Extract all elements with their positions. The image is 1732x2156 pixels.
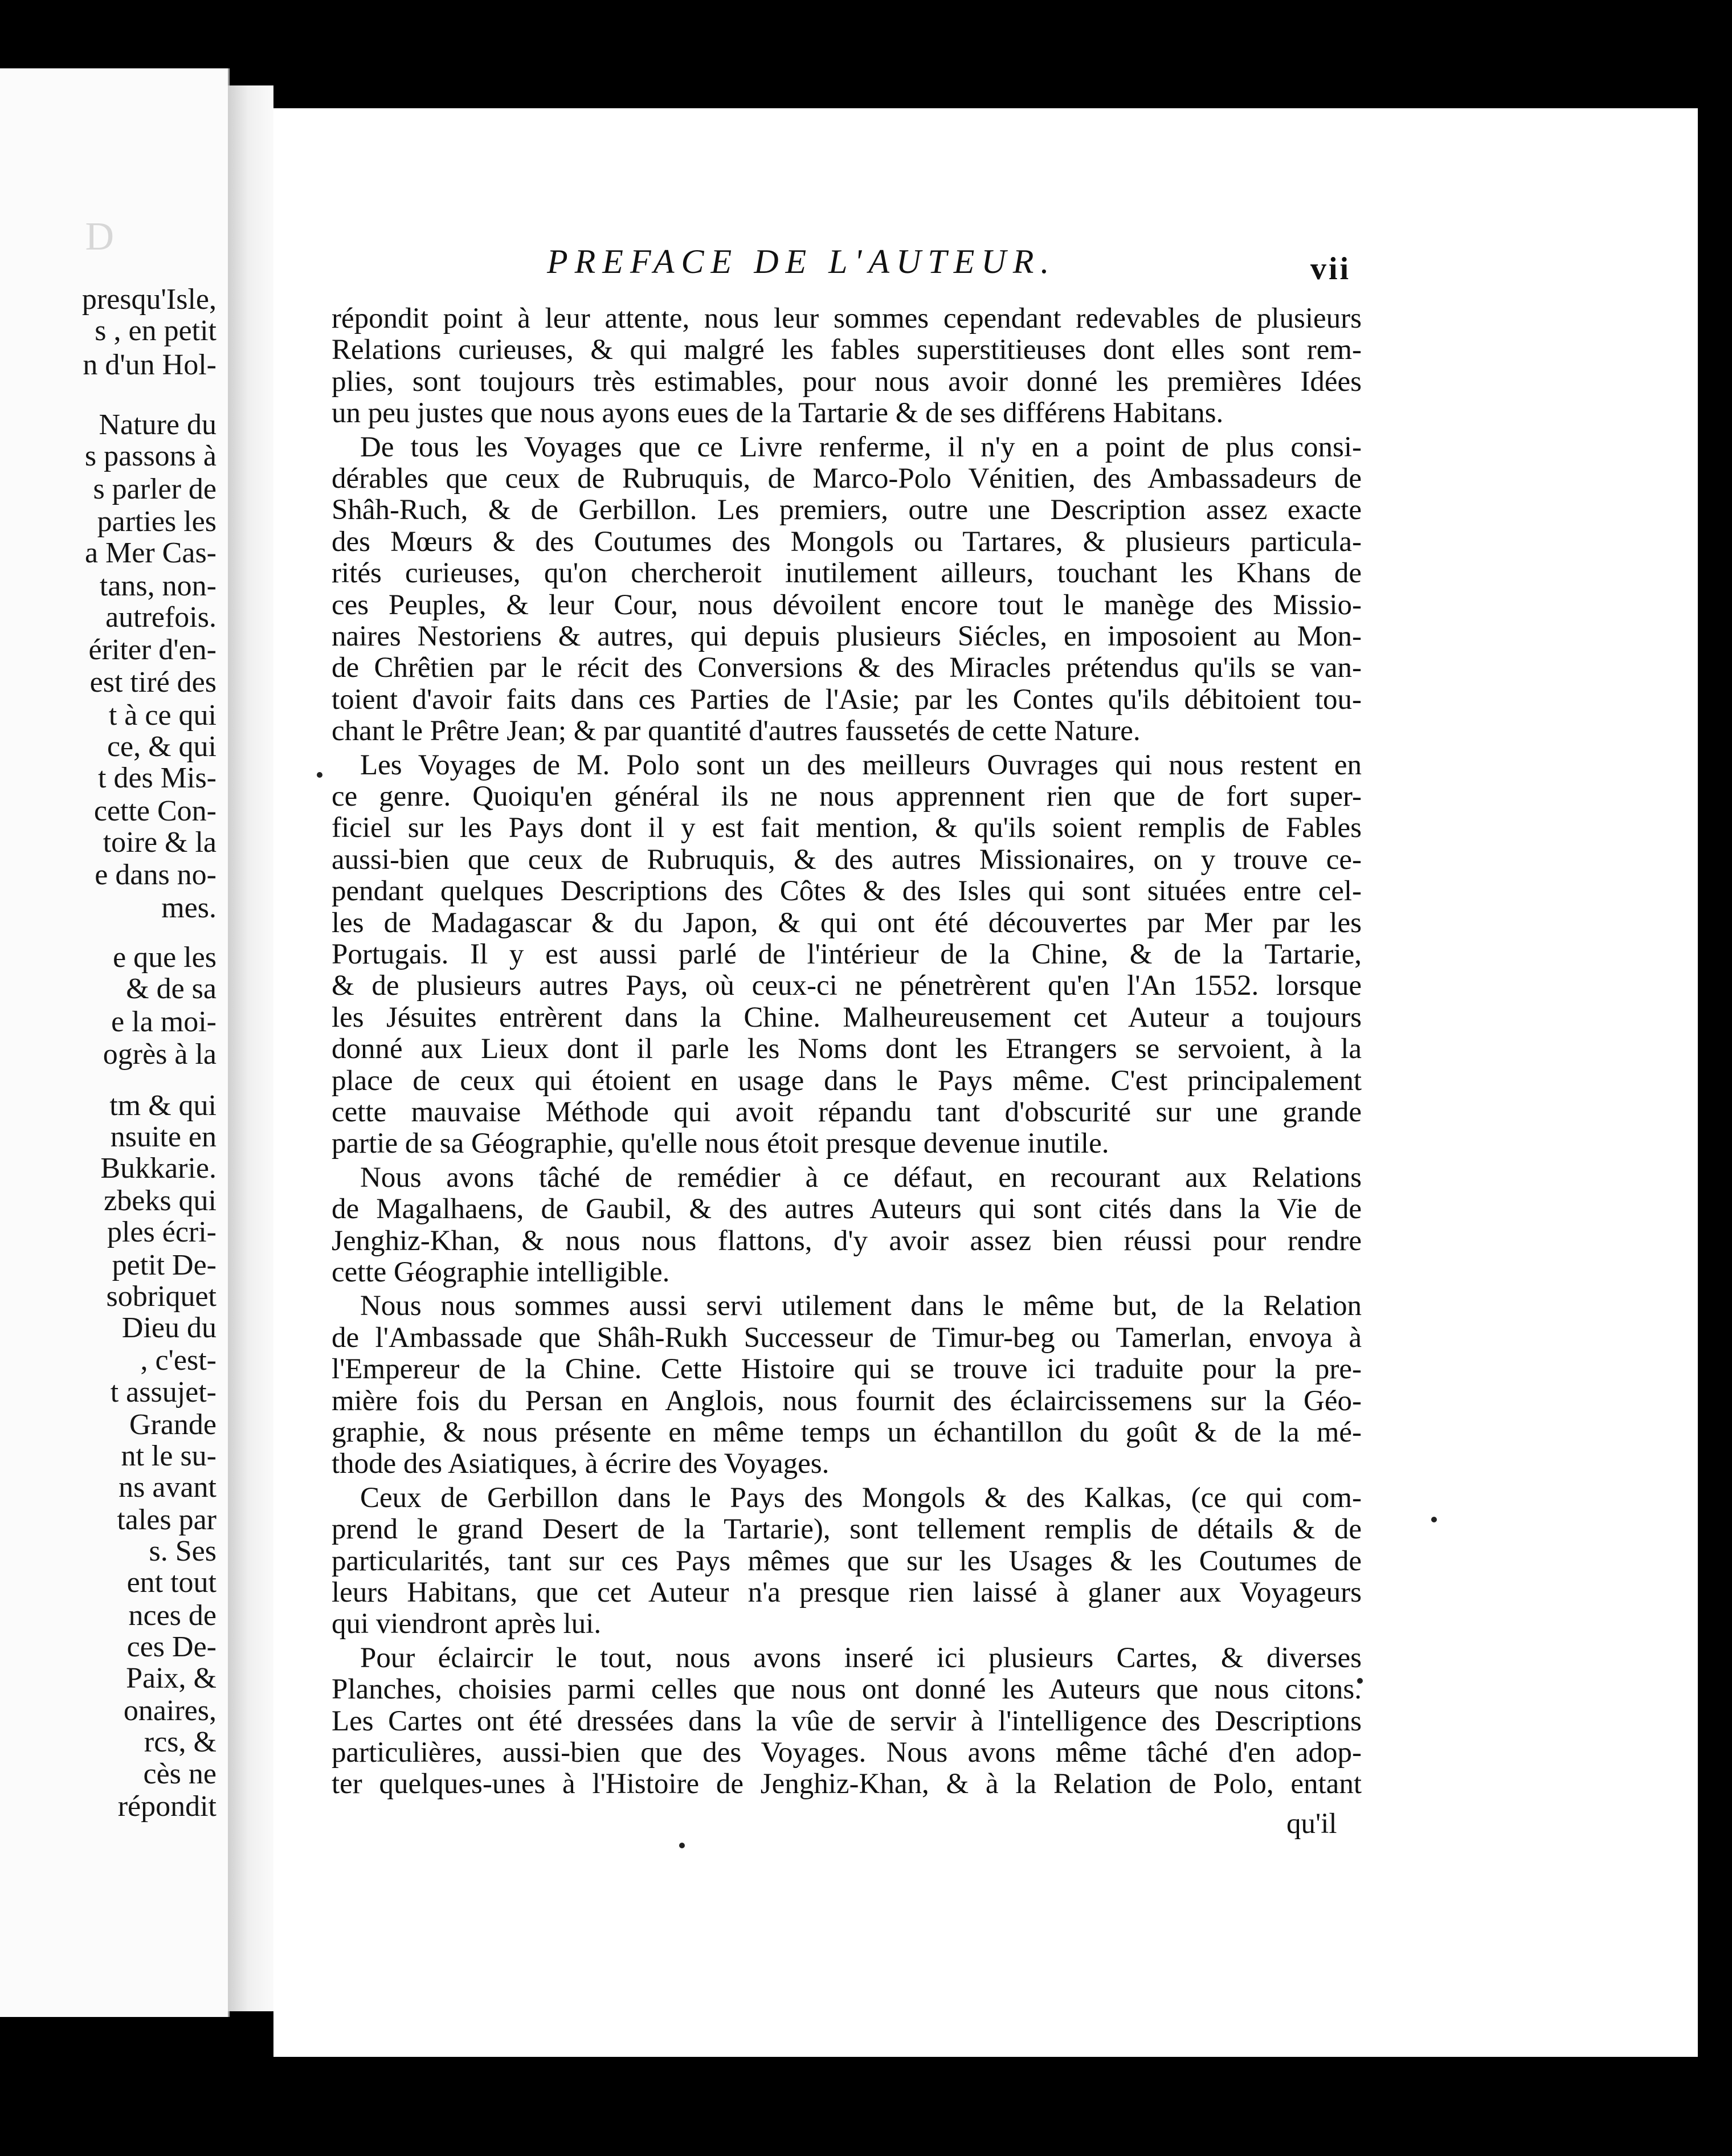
body-line: cette mauvaise Méthode qui avoit répandu tant d'obscurité sur une grande bbox=[332, 1096, 1362, 1128]
ink-speck bbox=[317, 772, 322, 778]
body-line: Relations curieuses, & qui malgré les fables superstitieuses dont elles sont rem- bbox=[332, 334, 1362, 366]
left-page-line: s. Ses bbox=[149, 1535, 217, 1567]
body-line: de l'Ambassade que Shâh-Rukh Successeur de Timur-beg ou Tamerlan, envoya à bbox=[332, 1321, 1362, 1354]
left-page-line: t des Mis- bbox=[98, 762, 217, 794]
left-page-line: tales par bbox=[117, 1504, 217, 1536]
body-line: qui viendront après lui. bbox=[332, 1608, 602, 1640]
body-line: dérables que ceux de Rubruquis, de Marco-Polo Vénitien, des Ambassadeurs de bbox=[332, 463, 1362, 495]
left-page-line: petit De- bbox=[112, 1249, 217, 1281]
left-page-line: tans, non- bbox=[99, 570, 217, 602]
left-page-line: e que les bbox=[113, 941, 217, 974]
left-page-line: rcs, & bbox=[144, 1726, 217, 1758]
body-line: Shâh-Ruch, & de Gerbillon. Les premiers, outre une Description assez exacte bbox=[332, 494, 1362, 526]
body-line: ce genre. Quoiqu'en général ils ne nous apprennent rien que de fort super- bbox=[332, 781, 1362, 812]
left-page-line: s parler de bbox=[93, 473, 217, 505]
body-line: Portugais. Il y est aussi parlé de l'intérieur de la Chine, & de la Tartarie, bbox=[332, 938, 1362, 970]
body-line: Les Cartes ont été dressées dans la vûe de servir à l'intelligence des Descriptions bbox=[332, 1705, 1362, 1737]
body-line: plies, sont toujours très estimables, pour nous avoir donné les premières Idées bbox=[332, 365, 1362, 398]
body-line: ces Peuples, & leur Cour, nous dévoilent encore tout le manège des Missio- bbox=[332, 589, 1362, 621]
left-page-line: autrefois. bbox=[105, 601, 217, 634]
left-page-line: ples écri- bbox=[107, 1216, 217, 1248]
left-page-line: t à ce qui bbox=[108, 699, 217, 732]
body-line: ter quelques-unes à l'Histoire de Jenghiz-Khan, & à la Relation de Polo, entant bbox=[332, 1768, 1362, 1800]
body-line: Jenghiz-Khan, & nous nous flattons, d'y avoir assez bien réussi pour rendre bbox=[332, 1224, 1362, 1257]
body-line: prend le grand Desert de la Tartarie), sont tellement remplis de détails & de bbox=[332, 1513, 1362, 1546]
left-page-line: presqu'Isle, bbox=[81, 283, 217, 316]
body-line: particularités, tant sur ces Pays mêmes que sur les Usages & les Coutumes de bbox=[332, 1545, 1362, 1577]
body-line: Ceux de Gerbillon dans le Pays des Mongols & des Kalkas, (ce qui com- bbox=[360, 1481, 1362, 1514]
left-page-line: D bbox=[85, 215, 114, 259]
body-line: cette Géographie intelligible. bbox=[332, 1256, 670, 1288]
left-page-line: toire & la bbox=[103, 826, 217, 859]
body-line: ficiel sur les Pays dont il y est fait mention, & qu'ils soient remplis de Fables bbox=[332, 812, 1362, 844]
body-line: leurs Habitans, que cet Auteur n'a presque rien laissé à glaner aux Voyageurs bbox=[332, 1577, 1362, 1608]
body-line: aussi-bien que ceux de Rubruquis, & des autres Missionaires, on y trouve ce- bbox=[332, 843, 1362, 876]
body-line: graphie, & nous présente en même temps un échantillon du goût & de la mé- bbox=[332, 1416, 1362, 1448]
catchword: qu'il bbox=[1286, 1808, 1337, 1840]
left-page-line: cette Con- bbox=[93, 795, 217, 827]
body-line: chant le Prêtre Jean; & par quantité d'autres faussetés de cette Nature. bbox=[332, 715, 1141, 748]
body-line: Les Voyages de M. Polo sont un des meilleurs Ouvrages qui nous restent en bbox=[360, 749, 1362, 781]
running-title: PREFACE DE L'AUTEUR. bbox=[547, 243, 1056, 280]
left-page-line: s passons à bbox=[84, 440, 217, 472]
body-line: pendant quelques Descriptions des Côtes & des Isles qui sont situées entre cel- bbox=[332, 875, 1362, 908]
left-page-line: mes. bbox=[161, 892, 217, 924]
body-line: les Jésuites entrèrent dans la Chine. Malheureusement cet Auteur a toujours bbox=[332, 1001, 1362, 1034]
left-page-line: n d'un Hol- bbox=[83, 349, 217, 381]
left-page-line: a Mer Cas- bbox=[84, 537, 217, 569]
body-line: des Mœurs & des Coutumes des Mongols ou Tartares, & plusieurs particula- bbox=[332, 525, 1362, 558]
left-page-line: répondit bbox=[117, 1790, 217, 1823]
left-page-line: ogrès à la bbox=[103, 1038, 217, 1071]
left-page-line: ce, & qui bbox=[107, 730, 217, 763]
body-line: rités curieuses, qu'on chercheroit inutilement ailleurs, touchant les Khans de bbox=[332, 557, 1362, 590]
body-line: donné aux Lieux dont il parle les Noms dont les Etrangers se servoient, à la bbox=[332, 1033, 1362, 1065]
left-page-line: nces de bbox=[128, 1599, 217, 1632]
body-line: partie de sa Géographie, qu'elle nous étoit presque devenue inutile. bbox=[332, 1128, 1109, 1160]
left-page-line: Nature du bbox=[99, 409, 217, 441]
body-line: De tous les Voyages que ce Livre renferme, il n'y en a point de plus consi- bbox=[360, 431, 1362, 463]
body-line: Planches, choisies parmi celles que nous ont donné les Auteurs que nous citons. bbox=[332, 1673, 1362, 1706]
ink-speck bbox=[1431, 1517, 1437, 1522]
left-page-line: zbeks qui bbox=[104, 1185, 217, 1217]
body-line: de Chrêtien par le récit des Conversions & des Miracles prétendus qu'ils se van- bbox=[332, 652, 1362, 684]
left-page-line: sobriquet bbox=[106, 1280, 217, 1313]
body-line: particulières, aussi-bien que des Voyages. Nous avons même tâché d'en adop- bbox=[332, 1737, 1362, 1769]
body-line: répondit point à leur attente, nous leur sommes cependant redevables de plusieurs bbox=[332, 303, 1362, 334]
left-page-line: Bukkarie. bbox=[100, 1152, 217, 1185]
left-page-line: Dieu du bbox=[121, 1312, 217, 1344]
book-gutter bbox=[228, 85, 273, 2011]
body-line: l'Empereur de la Chine. Cette Histoire qui se trouve ici traduite pour la pre- bbox=[332, 1353, 1362, 1386]
left-page-line: e dans no- bbox=[95, 859, 217, 891]
body-line: mière fois du Persan en Anglois, nous fournit des éclaircissemens sur la Géo- bbox=[332, 1385, 1362, 1417]
left-page-line: est tiré des bbox=[89, 666, 217, 699]
body-line: de Magalhaens, de Gaubil, & des autres Auteurs qui sont cités dans la Vie de bbox=[332, 1193, 1362, 1226]
left-page-line: Paix, & bbox=[126, 1662, 217, 1694]
body-line: thode des Asiatiques, à écrire des Voyages. bbox=[332, 1448, 830, 1480]
left-page-line: t assujet- bbox=[110, 1376, 217, 1408]
left-page-line: ns avant bbox=[119, 1471, 217, 1504]
left-page-line: tm & qui bbox=[109, 1089, 217, 1122]
ink-speck bbox=[679, 1843, 685, 1848]
left-page-line: cès ne bbox=[143, 1758, 217, 1790]
body-line: naires Nestoriens & autres, qui depuis plusieurs Siécles, en imposoient au Mon- bbox=[332, 620, 1362, 652]
body-line: les de Madagascar & du Japon, & qui ont été découvertes par Mer par les bbox=[332, 906, 1362, 939]
body-line: toient d'avoir faits dans ces Parties de l'Asie; par les Contes qu'ils débitoient tou- bbox=[332, 683, 1362, 716]
page-number: vii bbox=[1310, 251, 1351, 287]
left-page-line: parties les bbox=[97, 505, 217, 538]
body-line: Nous avons tâché de remédier à ce défaut, en recourant aux Relations bbox=[360, 1161, 1362, 1194]
body-line: Nous nous sommes aussi servi utilement dans le même but, de la Relation bbox=[360, 1290, 1362, 1322]
left-page-line: s , en petit bbox=[95, 315, 217, 347]
body-line: & de plusieurs autres Pays, où ceux-ci ne pénetrèrent qu'en l'An 1552. lorsque bbox=[332, 970, 1362, 1002]
body-line: Pour éclaircir le tout, nous avons inseré ici plusieurs Cartes, & diverses bbox=[360, 1642, 1362, 1674]
left-page-line: nsuite en bbox=[110, 1121, 217, 1153]
body-line: place de ceux qui étoient en usage dans le Pays même. C'est principalement bbox=[332, 1064, 1362, 1097]
left-page-line: e la moi- bbox=[111, 1006, 217, 1038]
left-page-line: nt le su- bbox=[121, 1440, 217, 1472]
body-line: un peu justes que nous ayons eues de la Tartarie & de ses différens Habitans. bbox=[332, 397, 1224, 430]
left-page-line: Grande bbox=[129, 1408, 217, 1441]
left-page-line: onaires, bbox=[123, 1694, 217, 1727]
left-page-line: & de sa bbox=[126, 973, 217, 1005]
left-page-line: ériter d'en- bbox=[88, 634, 217, 666]
left-page-line: ent tout bbox=[126, 1566, 217, 1599]
left-page-line: , c'est- bbox=[140, 1344, 217, 1377]
left-page-line: ces De- bbox=[126, 1631, 217, 1663]
facing-page bbox=[0, 68, 230, 2017]
